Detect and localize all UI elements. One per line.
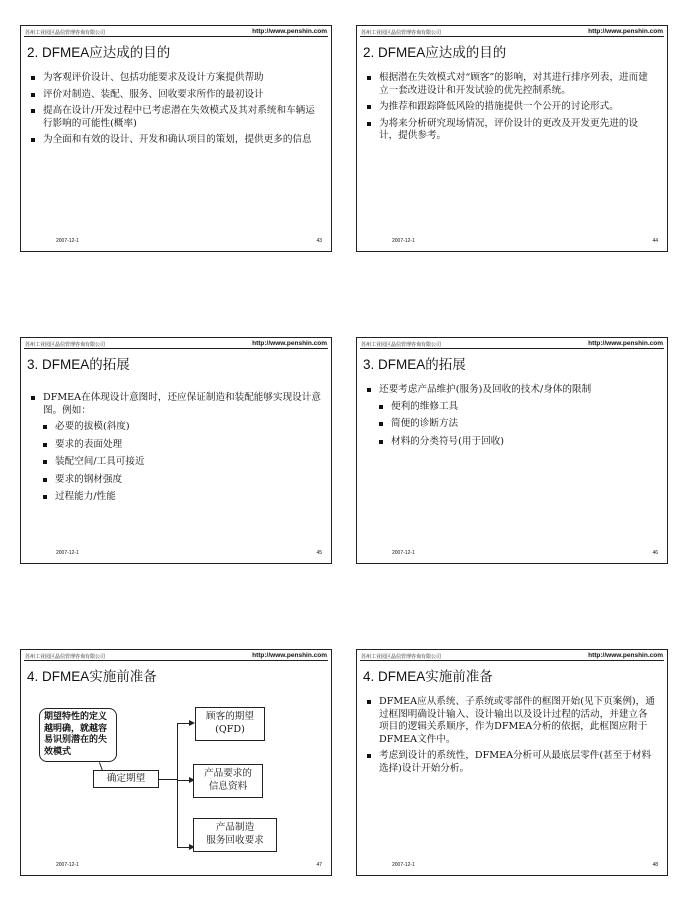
sub-bullet-item: 便利的维修工具 (363, 401, 657, 414)
slide-body (363, 72, 657, 147)
diagram-box-customer-expectation (195, 707, 265, 741)
box-label: (QFD) (215, 723, 245, 735)
bullet-item: DFMEA在体现设计意图时，还应保证制造和装配能够实现设计意图。例如： (27, 392, 321, 417)
footer-date: 2007-12-1 (56, 862, 79, 868)
footer-date: 2007-12-1 (392, 862, 415, 868)
header-url[interactable]: http://www.penshin.com (252, 652, 327, 659)
box-label: 产品要求的 (204, 768, 252, 779)
bullet-item: 考虑到设计的系统性，DFMEA分析可从最底层零件(甚至于材料选择)设计开始分析。 (363, 750, 657, 775)
sub-bullet-item: 材料的分类符号(用于回收) (363, 436, 657, 449)
slide-title: 4. DFMEA实施前准备 (363, 669, 493, 684)
bullet-item: 为将来分析研究现场情况，评价设计的更改及开发更先进的设计，提供参考。 (363, 118, 657, 143)
header-company: 苏州工业园区晶信管理咨询有限公司 (361, 654, 442, 660)
header-url[interactable]: http://www.penshin.com (588, 340, 663, 347)
footer-date: 2007-12-1 (392, 550, 415, 556)
slide-title: 2. DFMEA应达成的目的 (363, 45, 507, 60)
header-divider (360, 660, 664, 661)
header-divider (24, 660, 328, 661)
diagram-callout: 期望特性的定义越明确，就越容易识别潜在的失效模式 (39, 708, 117, 762)
slide-46 (356, 337, 668, 564)
connector-line (177, 847, 189, 848)
sub-bullet-item: 过程能力/性能 (27, 491, 321, 504)
sub-bullet-item: 要求的表面处理 (27, 439, 321, 452)
bullet-item: 还要考虑产品维护(服务)及回收的技术/身体的限制 (363, 384, 657, 397)
header-url[interactable]: http://www.penshin.com (588, 28, 663, 35)
diagram-box-product-requirements (193, 764, 263, 798)
page-number: 47 (316, 862, 322, 868)
footer-date: 2007-12-1 (56, 550, 79, 556)
footer-date: 2007-12-1 (392, 238, 415, 244)
header-divider (24, 36, 328, 37)
center-box-label: 确定期望 (106, 773, 146, 784)
sub-bullet-item: 要求的钢材强度 (27, 474, 321, 487)
header-divider (24, 348, 328, 349)
slide-title: 3. DFMEA的拓展 (27, 357, 130, 372)
slide-body (363, 696, 657, 779)
connector-line (177, 723, 189, 724)
slide-44 (356, 25, 668, 252)
slide-title: 2. DFMEA应达成的目的 (27, 45, 171, 60)
header-company: 苏州工业园区晶信管理咨询有限公司 (25, 654, 106, 660)
bullet-item: 为推荐和跟踪降低风险的措施提供一个公开的讨论形式。 (363, 101, 657, 114)
slide-47 (20, 649, 332, 876)
page-number: 43 (316, 238, 322, 244)
slide-body (363, 384, 657, 453)
page-number: 48 (652, 862, 658, 868)
header-company: 苏州工业园区晶信管理咨询有限公司 (25, 30, 106, 36)
diagram-box-manufacturing-service (193, 818, 277, 852)
box-label: 服务回收要求 (206, 834, 264, 846)
slide-48 (356, 649, 668, 876)
header-url[interactable]: http://www.penshin.com (588, 652, 663, 659)
bullet-item: 为客观评价设计、包括功能要求及设计方案提供帮助 (27, 72, 321, 85)
bullet-item: 提高在设计/开发过程中已考虑潜在失效模式及其对系统和车辆运行影响的可能性(概率) (27, 105, 321, 130)
slide-title: 3. DFMEA的拓展 (363, 357, 466, 372)
sub-bullet-item: 必要的拔模(斜度) (27, 421, 321, 434)
footer-date: 2007-12-1 (56, 238, 79, 244)
connector-line (177, 780, 189, 781)
header-divider (360, 348, 664, 349)
diagram-center-box (93, 770, 159, 788)
box-label: 信息资料 (208, 780, 248, 792)
slide-title: 4. DFMEA实施前准备 (27, 669, 157, 684)
page-number: 45 (316, 550, 322, 556)
slide-body (27, 392, 321, 509)
box-label: 产品制造 (215, 822, 255, 833)
page-number: 46 (652, 550, 658, 556)
bullet-item: 根据潜在失效模式对“顾客”的影响，对其进行排序列表，进而建立一套改进设计和开发试验的优先控制系统。 (363, 72, 657, 97)
header-url[interactable]: http://www.penshin.com (252, 28, 327, 35)
slide-body (27, 72, 321, 151)
connector-line (159, 779, 177, 780)
header-company: 苏州工业园区晶信管理咨询有限公司 (361, 30, 442, 36)
bullet-item: DFMEA应从系统、子系统或零部件的框图开始(见下页案例)，通过框图明确设计输入、设计输出以及设计过程的活动，并建立各项目的逻辑关系顺序，作为DFMEA分析的依据，此框图应附于DFMEA文件中。 (363, 696, 657, 746)
bullet-item: 为全面和有效的设计、开发和确认项目的策划，提供更多的信息 (27, 134, 321, 147)
sub-bullet-item: 简便的诊断方法 (363, 418, 657, 431)
connector-line (177, 723, 178, 847)
bullet-item: 评价对制造、装配、服务、回收要求所作的最初设计 (27, 89, 321, 102)
page-number: 44 (652, 238, 658, 244)
box-label: 顾客的期望 (206, 711, 254, 722)
header-divider (360, 36, 664, 37)
sub-bullet-item: 装配空间/工具可接近 (27, 456, 321, 469)
slide-45 (20, 337, 332, 564)
header-url[interactable]: http://www.penshin.com (252, 340, 327, 347)
slide-43 (20, 25, 332, 252)
header-company: 苏州工业园区晶信管理咨询有限公司 (361, 342, 442, 348)
header-company: 苏州工业园区晶信管理咨询有限公司 (25, 342, 106, 348)
